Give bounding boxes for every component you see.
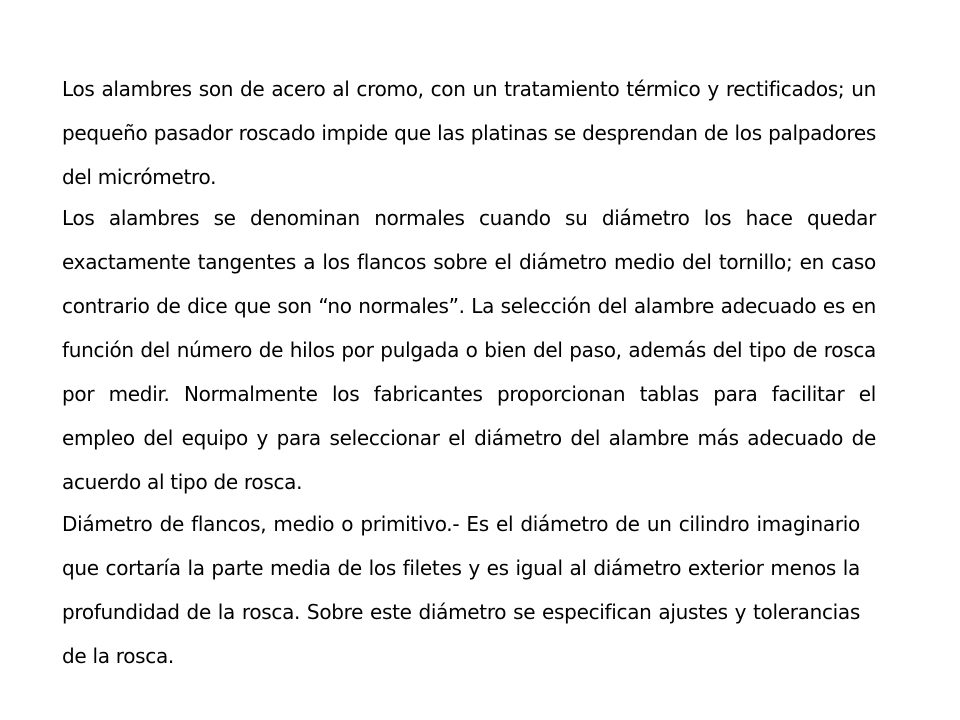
paragraph-normal-wires: Los alambres se denominan normales cuando su diámetro los hace quedar exactamente tangentes a los flancos sobre el diámetro medio del tornillo; en caso contrario de dice que son “no normales”. La selección del alambre adecuado es en función del número de hilos por pulgada o bien del paso, además del tipo de rosca por medir. Normalmente los fabricantes proporcionan tablas para facilitar el empleo del equipo y para seleccionar el diámetro del alambre más adecuado de acuerdo al tipo de rosca. <box>62 206 876 494</box>
paragraph-wire-material: Los alambres son de acero al cromo, con un tratamiento térmico y rectificados; un pequeño pasador roscado impide que las platinas se desprendan de los palpadores del micrómetro. <box>62 77 876 189</box>
paragraph-pitch-diameter: Diámetro de flancos, medio o primitivo.- Es el diámetro de un cilindro imaginario que cortaría la parte media de los filetes y es igual al diámetro exterior menos la profundidad de la rosca. Sobre este diámetro se especifican ajustes y tolerancias de la rosca. <box>62 512 860 668</box>
